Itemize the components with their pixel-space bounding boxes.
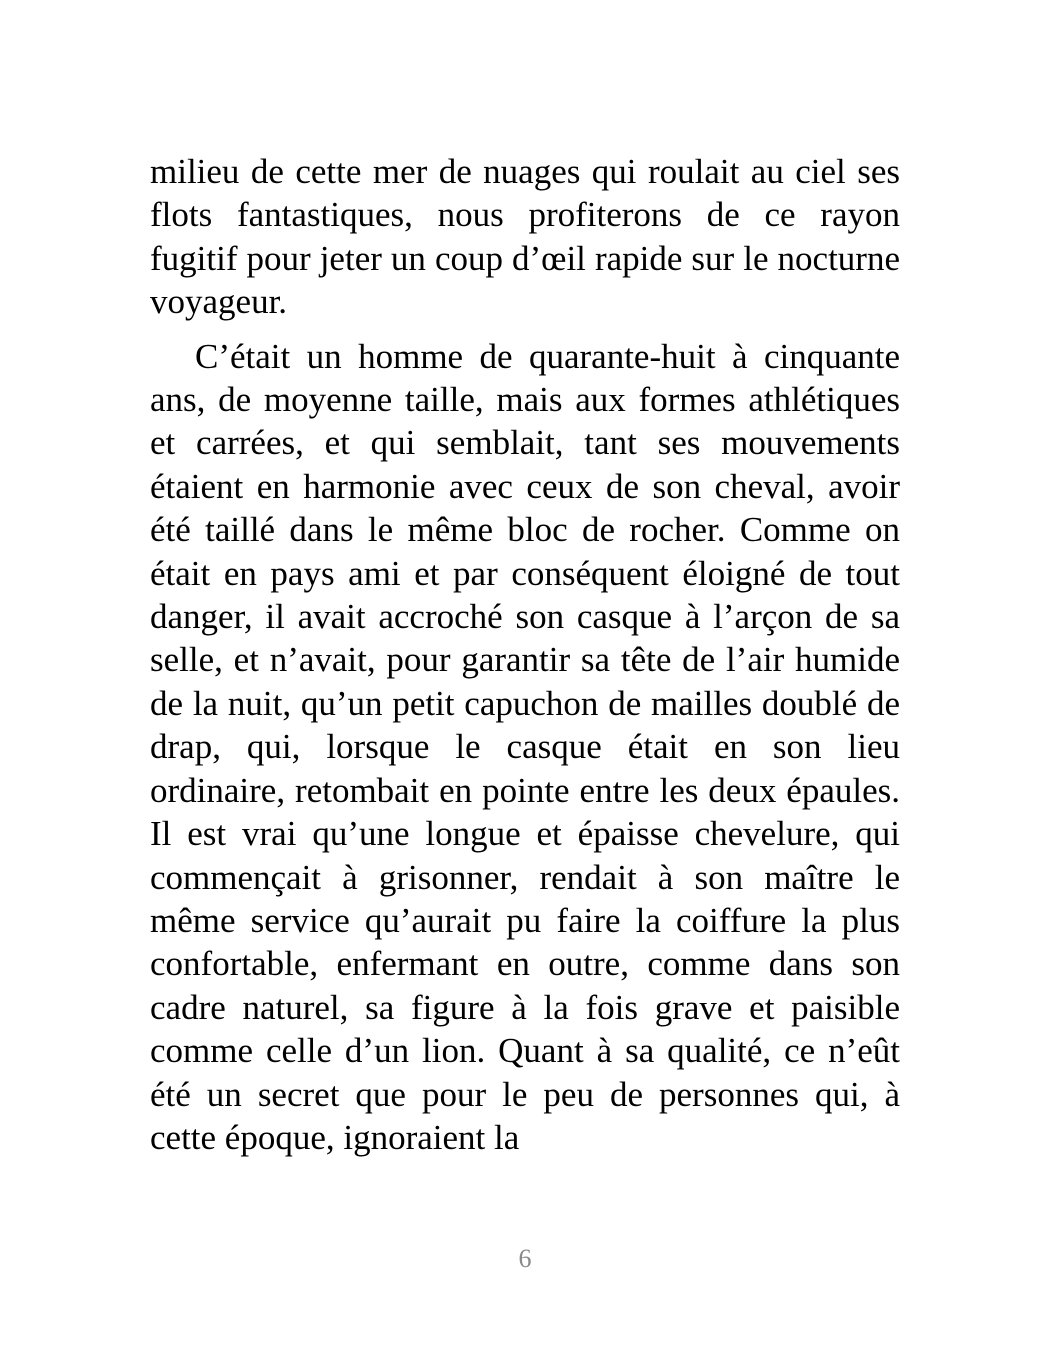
body-text — [150, 150, 900, 1159]
paragraph-continuation: milieu de cette mer de nuages qui roulait au ciel ses flots fantastiques, nous profiterons de ce rayon fugitif pour jeter un coup d’œil rapide sur le nocturne voyageur. — [150, 152, 900, 322]
paragraph: C’était un homme de quarante-huit à cinquante ans, de moyenne taille, mais aux formes athlétiques et carrées, et qui semblait, tant ses mouvements étaient en harmonie avec ceux de son cheval, avoir été taillé dans le même bloc de rocher. Comme on était en pays ami et par conséquent éloigné de tout danger, il avait accroché son casque à l’arçon de sa selle, et n’avait, pour garantir sa tête de l’air humide de la nuit, qu’un petit capuchon de mailles doublé de drap, qui, lorsque le casque était en son lieu ordinaire, retombait en pointe entre les deux épaules. Il est vrai qu’une longue et épaisse chevelure, qui commençait à grisonner, rendait à son maître le même service qu’aurait pu faire la coiffure la plus confortable, enfermant en outre, comme dans son cadre naturel, sa figure à la fois grave et paisible comme celle d’un lion. Quant à sa qualité, ce n’eût été un secret que pour le peu de personnes qui, à cette époque, ignoraient la — [150, 336, 900, 1157]
page-number: 6 — [518, 1244, 532, 1273]
